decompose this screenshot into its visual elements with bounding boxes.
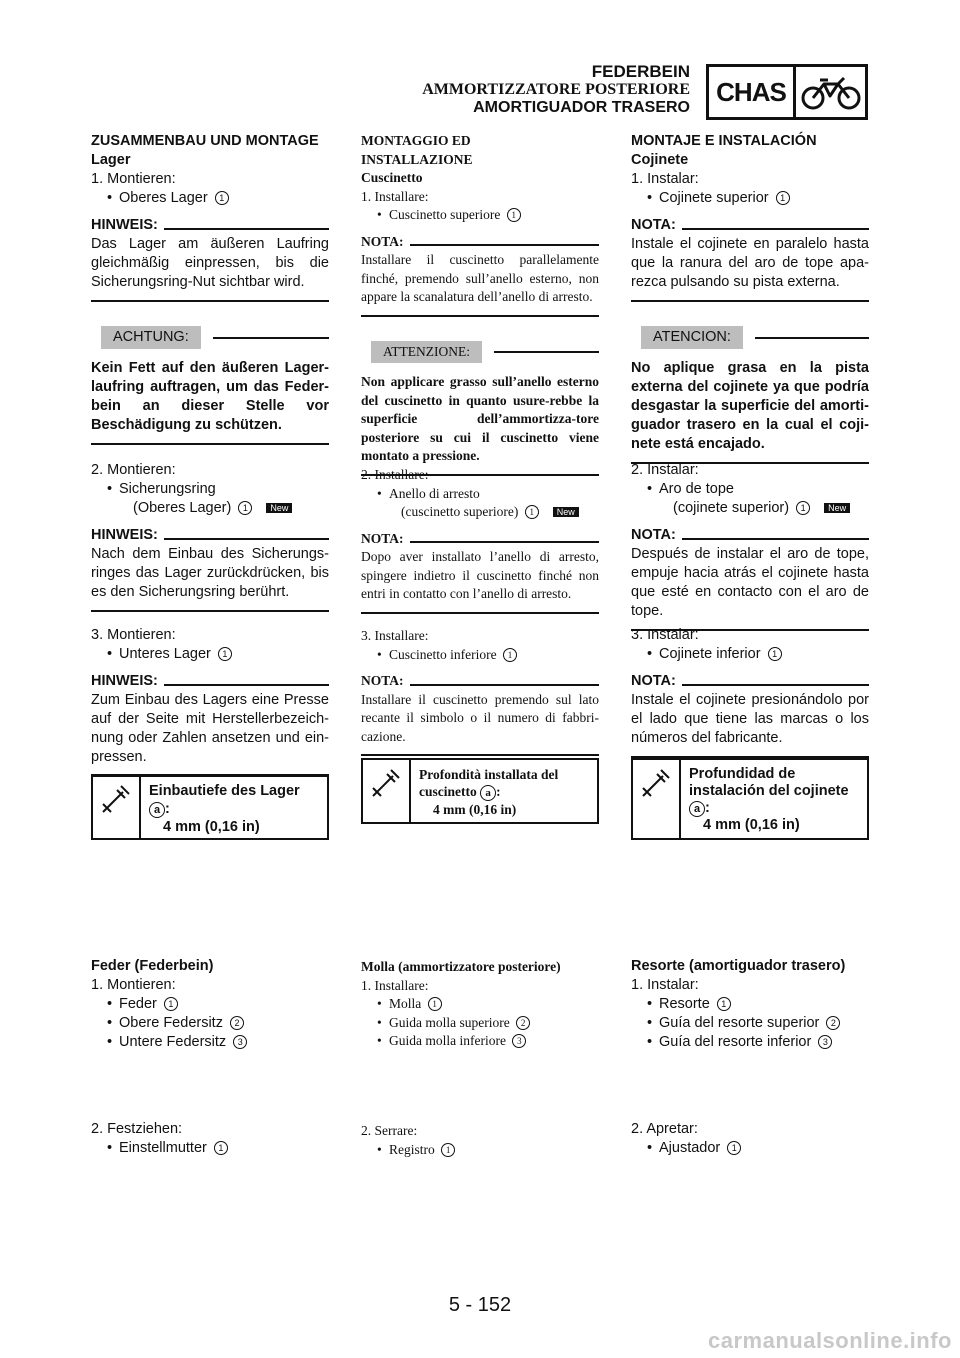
note-header: NOTA: — [631, 672, 869, 691]
note-header: HINWEIS: — [91, 216, 329, 235]
caution-header: ACHTUNG: — [91, 326, 329, 349]
wrench-icon — [633, 760, 681, 838]
list-item: • Oberes Lager 1 — [91, 189, 329, 208]
note-text: Nach dem Einbau des Sicherungs-ringes das Lager zurückdrücken, bis es den Sicherungsring berührt. — [91, 546, 329, 600]
column-italian-2 — [361, 466, 599, 614]
caution-text: Non applicare grasso sull’anello esterno del cuscinetto in quanto usure-rebbe la superficie dell’ammortizza-tore posteriore su cui il cuscinetto viene montato a pressione. — [361, 374, 599, 463]
step-3: 3. Instalar: — [631, 627, 699, 643]
list-item: • Einstellmutter 1 — [91, 1139, 329, 1158]
header-title-es: AMORTIGUADOR TRASERO — [473, 99, 690, 116]
caution-header: ATTENZIONE: — [361, 341, 599, 364]
list-item: • Guía del resorte superior 2 — [631, 1014, 869, 1033]
list-item: • Resorte 1 — [631, 995, 869, 1014]
column-german-2 — [91, 461, 329, 612]
column-italian-4 — [361, 958, 599, 1051]
list-item-cont: (cuscinetto superiore) 1 New — [361, 503, 599, 522]
list-item: • Feder 1 — [91, 995, 329, 1014]
note-text: Instale el cojinete presionándolo por el lado que tiene las marcas o los números del fabricante. — [631, 692, 869, 746]
list-item: • Cojinete superior 1 — [631, 189, 869, 208]
section-title-cont: INSTALLAZIONE — [361, 151, 473, 167]
step-1: 1. Montieren: — [91, 977, 176, 993]
note-text: Dopo aver installato l’anello di arresto, spingere indietro il cuscinetto finché non entri in contatto con l’anello di arresto. — [361, 549, 599, 601]
column-spanish-3 — [631, 626, 869, 758]
column-spanish-4 — [631, 957, 869, 1052]
list-item: • Ajustador 1 — [631, 1139, 869, 1158]
note-text: Installare il cuscinetto parallelamente finché, premendo sull’anello esterno, non appare la scanalatura dell’anello di arresto. — [361, 252, 599, 304]
spec-box: Profundidad de instalación del cojinete a : 4 mm (0,16 in) — [631, 758, 869, 840]
spec-label: Einbautiefe des Lager — [149, 783, 300, 799]
subsection-title: Cojinete — [631, 152, 689, 168]
note-text: Installare il cuscinetto premendo sul lato recante il simbolo o il numero di fabbri-cazione. — [361, 691, 599, 744]
list-item: • Unteres Lager 1 — [91, 645, 329, 664]
step-2: 2. Instalar: — [631, 462, 699, 478]
section-title: MONTAGGIO ED — [361, 133, 471, 148]
note-header: HINWEIS: — [91, 526, 329, 545]
step-2: 2. Apretar: — [631, 1121, 698, 1137]
wrench-icon — [93, 776, 141, 838]
spec-label-cont: instalación del cojinete — [689, 783, 849, 799]
subsection-title: Cuscinetto — [361, 170, 423, 185]
step-1: 1. Instalar: — [631, 977, 699, 993]
column-german-3 — [91, 626, 329, 777]
list-item: • Anello di arresto — [361, 485, 599, 504]
caution-text: Kein Fett auf den äußeren Lager-laufring auftragen, um das Feder-bein an dieser Stelle vor Beschädigung zu schützen. — [91, 360, 329, 433]
caution-header: ATENCION: — [631, 326, 869, 349]
section-title: MONTAJE E INSTALACIÓN — [631, 133, 817, 149]
column-italian-5 — [361, 1122, 599, 1159]
list-item: • Sicherungsring — [91, 480, 329, 499]
step-2: 2. Montieren: — [91, 462, 176, 478]
list-item-cont: (Oberes Lager) 1 New — [91, 499, 329, 518]
note-header: NOTA: — [631, 526, 869, 545]
step-1: 1. Installare: — [361, 188, 429, 204]
spec-label: Profundidad de — [689, 766, 796, 782]
note-text: Instale el cojinete en paralelo hasta que la ranura del aro de tope apa-rezca pulsando su pista externa. — [631, 236, 869, 290]
wrench-icon — [363, 760, 411, 822]
column-german-5 — [91, 1120, 329, 1158]
section-badge — [706, 64, 868, 120]
spec-label: Profondità installata del — [419, 767, 559, 782]
motorcycle-icon — [796, 67, 865, 117]
step-1: 1. Montieren: — [91, 171, 176, 187]
spec-value: 4 mm (0,16 in) — [703, 817, 800, 833]
note-header: NOTA: — [361, 530, 599, 549]
note-header: NOTA: — [361, 672, 599, 691]
page-number: 5 - 152 — [448, 1294, 512, 1316]
note-header: NOTA: — [631, 216, 869, 235]
caution-text: No aplique grasa en la pista externa del cojinete ya que podría desgastar la superficie del amorti-guador trasero en la cual el coji-nete está encajado. — [631, 360, 869, 452]
note-text: Después de instalar el aro de tope, empuje hacia atrás el cojinete hasta que esté en contacto con el aro de tope. — [631, 546, 869, 619]
column-german — [91, 132, 329, 445]
watermark[interactable]: carmanualsonline.info — [708, 1328, 952, 1353]
spec-value: 4 mm (0,16 in) — [163, 819, 260, 835]
column-german-4 — [91, 957, 329, 1052]
header-title-it: AMMORTIZZATORE POSTERIORE — [422, 81, 690, 98]
note-text: Zum Einbau des Lagers eine Presse auf der Seite mit Herstellerbezeich-nung oder Zahlen ansetzen und ein-pressen. — [91, 692, 329, 765]
column-italian-3 — [361, 627, 599, 756]
note-text: Das Lager am äußeren Laufring gleichmäßig einpressen, bis die Sicherungsring-Nut sichtbar wird. — [91, 236, 329, 290]
spec-box: Profondità installata del cuscinetto a : 4 mm (0,16 in) — [361, 758, 599, 824]
header-title-de: FEDERBEIN — [591, 62, 690, 81]
step-1: 1. Installare: — [361, 977, 429, 993]
step-2: 2. Installare: — [361, 467, 429, 482]
list-item: • Untere Federsitz 3 — [91, 1033, 329, 1052]
spec-value: 4 mm (0,16 in) — [433, 802, 517, 817]
step-2: 2. Festziehen: — [91, 1121, 183, 1137]
list-item: • Aro de tope — [631, 480, 869, 499]
subsection-title: Feder (Federbein) — [91, 958, 214, 974]
subsection-title: Molla (ammortizzatore posteriore) — [361, 959, 561, 974]
list-item: • Registro 1 — [361, 1141, 599, 1160]
step-3: 3. Installare: — [361, 628, 429, 643]
list-item: • Cojinete inferior 1 — [631, 645, 869, 664]
step-3: 3. Montieren: — [91, 627, 176, 643]
subsection-title: Lager — [91, 152, 131, 168]
list-item: • Guida molla superiore 2 — [361, 1014, 599, 1033]
list-item: • Obere Federsitz 2 — [91, 1014, 329, 1033]
section-label: CHAS — [709, 67, 796, 117]
subsection-title: Resorte (amortiguador trasero) — [631, 958, 846, 974]
column-italian — [361, 132, 599, 476]
list-item: • Cuscinetto inferiore 1 — [361, 646, 599, 665]
list-item: • Cuscinetto superiore 1 — [361, 206, 599, 225]
list-item: • Molla 1 — [361, 995, 599, 1014]
note-header: NOTA: — [361, 233, 599, 252]
spec-box: Einbautiefe des Lager a : 4 mm (0,16 in) — [91, 774, 329, 840]
column-spanish-2 — [631, 461, 869, 631]
note-header: HINWEIS: — [91, 672, 329, 691]
column-spanish-5 — [631, 1120, 869, 1158]
section-title: ZUSAMMENBAU UND MONTAGE — [91, 133, 319, 149]
list-item-cont: (cojinete superior) 1 New — [631, 499, 869, 518]
step-2: 2. Serrare: — [361, 1123, 418, 1138]
list-item: • Guía del resorte inferior 3 — [631, 1033, 869, 1052]
step-1: 1. Instalar: — [631, 171, 699, 187]
column-spanish — [631, 132, 869, 464]
list-item: • Guida molla inferiore 3 — [361, 1032, 599, 1051]
